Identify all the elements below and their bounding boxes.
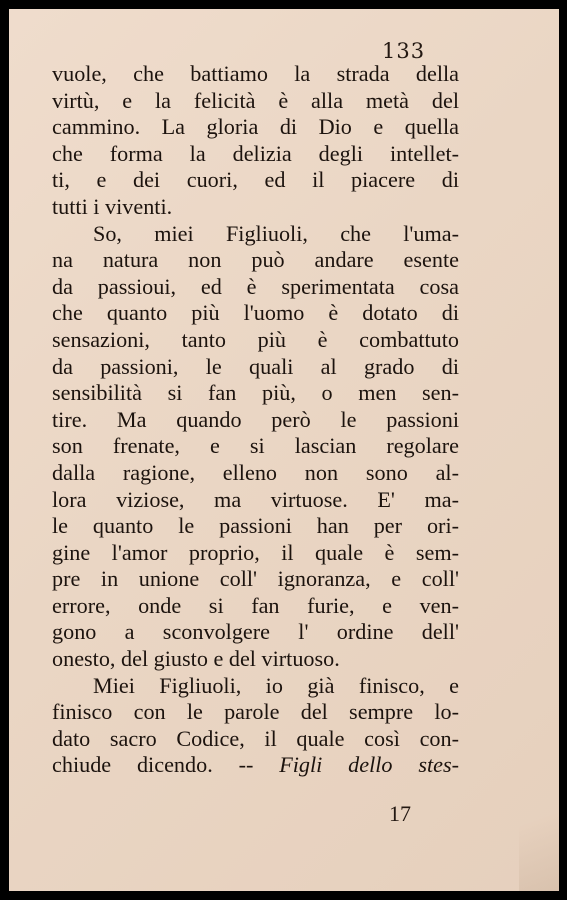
- page-number: 133: [382, 39, 426, 63]
- book-page: [9, 9, 559, 891]
- text-line: gono a sconvolgere l' ordine dell': [52, 619, 459, 645]
- text-line: gine l'amor proprio, il quale è sem-: [52, 539, 459, 565]
- text-line: na natura non può andare esente: [52, 247, 459, 273]
- text-line: son frenate, e si lascian regolare: [52, 433, 459, 459]
- italic-quote: Figli dello stes-: [279, 752, 459, 778]
- text-line: da passioni, le quali al grado di: [52, 353, 459, 379]
- text-line: dalla ragione, elleno non sono al-: [52, 459, 459, 485]
- paragraph-start-line: So, miei Figliuoli, che l'uma-: [93, 220, 459, 246]
- text-line: tire. Ma quando però le passioni: [52, 406, 459, 432]
- text-line: lora viziose, ma virtuose. E' ma-: [52, 486, 459, 512]
- text-line: sensazioni, tanto più è combattuto: [52, 326, 459, 352]
- text-line: che quanto più l'uomo è dotato di: [52, 300, 459, 326]
- text-line-start: chiude dicendo. --: [52, 752, 254, 778]
- text-line: virtù, e la felicità è alla metà del: [52, 87, 459, 113]
- text-line-final: [52, 752, 459, 779]
- body-text: [52, 61, 459, 779]
- text-line: vuole, che battiamo la strada della: [52, 61, 459, 86]
- text-line: ti, e dei cuori, ed il piacere di: [52, 167, 459, 193]
- text-line: che forma la delizia degli intellet-: [52, 140, 459, 166]
- text-line: dato sacro Codice, il quale così con-: [52, 725, 459, 751]
- text-line: errore, onde si fan furie, e ven-: [52, 592, 459, 618]
- text-line: onesto, del giusto e del virtuoso.: [52, 646, 340, 672]
- text-line: le quanto le passioni han per ori-: [52, 513, 459, 539]
- signature-mark: 17: [389, 801, 411, 826]
- text-line: da passioui, ed è sperimentata cosa: [52, 273, 459, 299]
- text-line: pre in unione coll' ignoranza, e coll': [52, 566, 459, 592]
- text-line: finisco con le parole del sempre lo-: [52, 699, 459, 725]
- text-line: sensibilità si fan più, o men sen-: [52, 380, 459, 406]
- text-line: cammino. La gloria di Dio e quella: [52, 114, 459, 140]
- text-line: tutti i viventi.: [52, 193, 173, 219]
- paragraph-start-line: Miei Figliuoli, io già finisco, e: [93, 672, 459, 698]
